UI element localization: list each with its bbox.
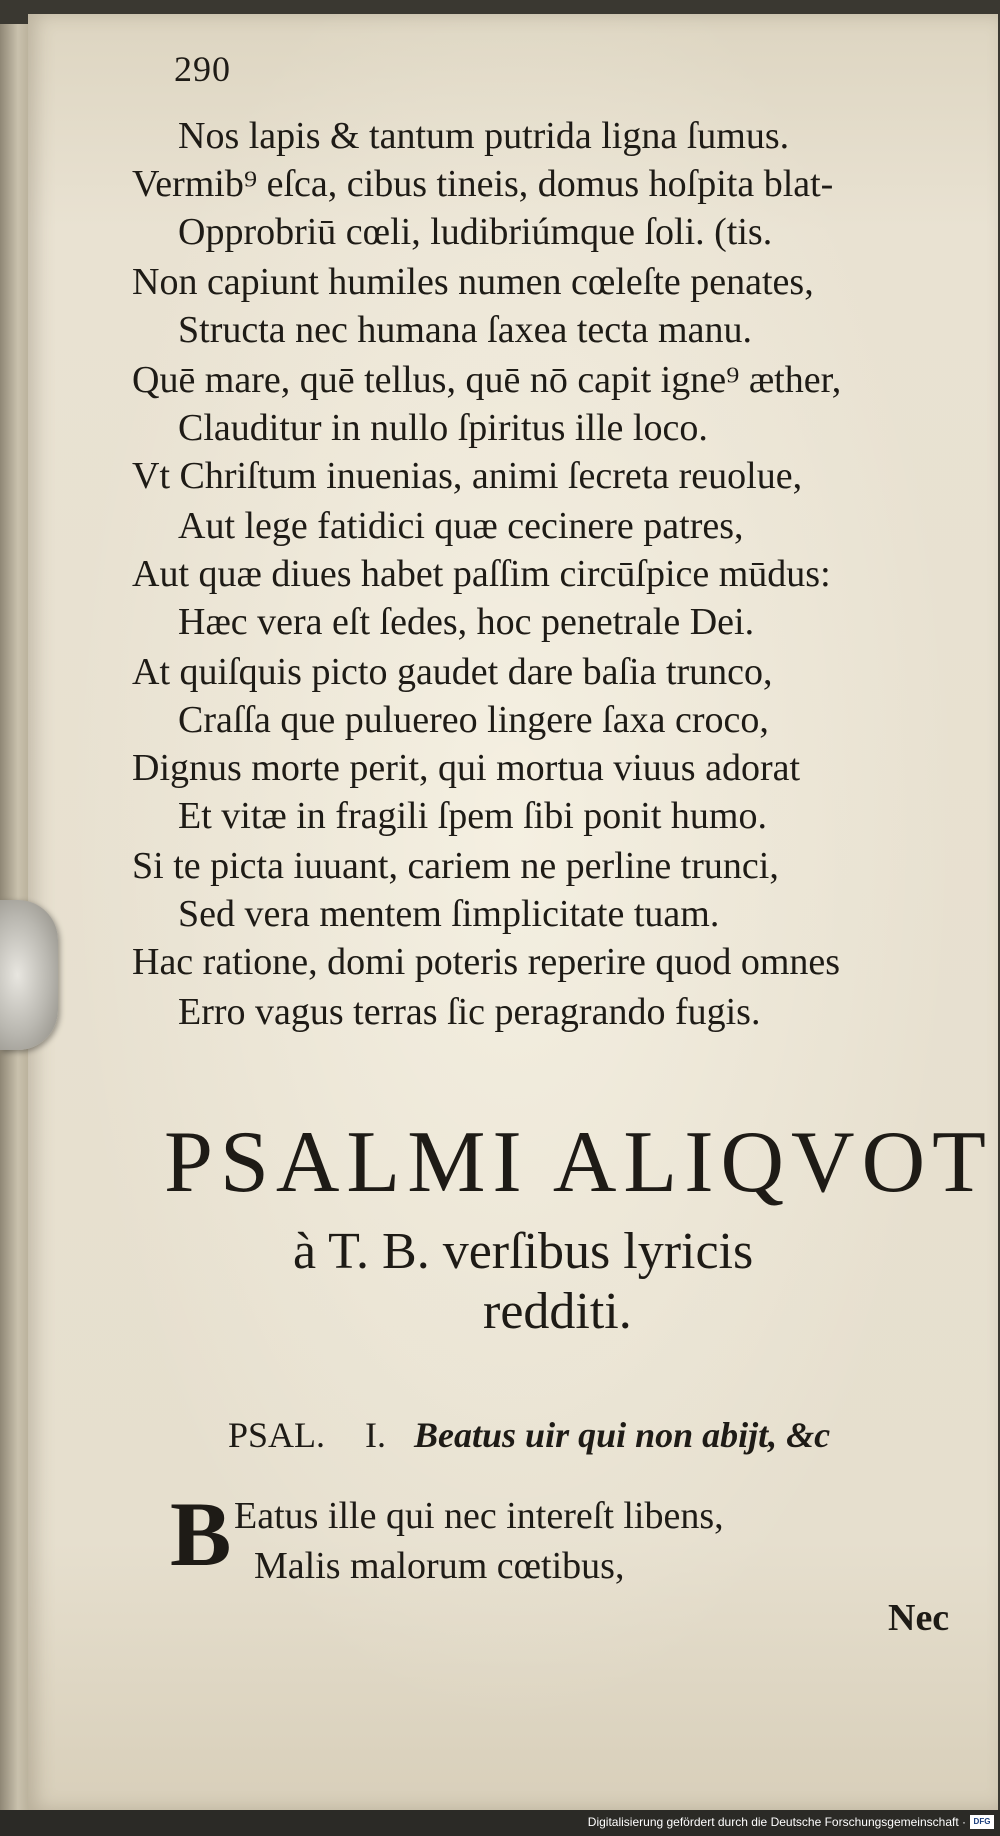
- poem-line: Hac ratione, domi poteris reperire quod omnes: [132, 941, 841, 983]
- psalm-incipit: Beatus uir qui non abijt, &c: [414, 1415, 831, 1455]
- footer-bar: [0, 1810, 1000, 1836]
- poem-line: Structa nec humana ſaxea tecta manu.: [178, 309, 752, 351]
- psalm-number: I.: [365, 1415, 387, 1455]
- funding-credit: Digitalisierung gefördert durch die Deutsche Forschungsgemeinschaft ·: [587, 1815, 966, 1829]
- poem-line: Si te picta iuuant, cariem ne perline trunci,: [132, 845, 779, 887]
- poem-line: Et vitæ in fragili ſpem ſibi ponit humo.: [178, 795, 767, 837]
- poem-line: Nos lapis & tantum putrida ligna ſumus.: [178, 115, 790, 157]
- poem-line: At quiſquis picto gaudet dare baſia trunco,: [132, 651, 773, 693]
- poem-line: Vt Chriſtum inuenias, animi ſecreta reuolue,: [132, 455, 803, 497]
- poem-line: Erro vagus terras ſic peragrando fugis.: [178, 991, 761, 1033]
- drop-cap: B: [170, 1483, 232, 1585]
- section-title-main: PSALMI ALIQVOT: [164, 1114, 993, 1211]
- page-number: 290: [174, 49, 231, 89]
- dfg-logo-icon: DFG: [970, 1815, 994, 1829]
- poem-line: Aut lege fatidici quæ cecinere patres,: [178, 505, 744, 547]
- section-subtitle: à T. B. verſibus lyricis: [293, 1223, 754, 1280]
- psalm-label: PSAL.: [228, 1415, 326, 1455]
- section-subtitle-cont: redditi.: [483, 1283, 632, 1340]
- psalm-heading: [228, 1414, 988, 1456]
- poem-line: Dignus morte perit, qui mortua viuus adorat: [132, 747, 801, 789]
- catchword: Nec: [888, 1597, 950, 1639]
- poem-line: Sed vera mentem ſimplicitate tuam.: [178, 893, 720, 935]
- poem-line: Aut quæ diues habet paſſim circūſpice mūdus:: [132, 553, 831, 595]
- poem-line: Craſſa que puluereo lingere ſaxa croco,: [178, 699, 769, 741]
- book-page: [28, 14, 998, 1810]
- poem-line: Vermib⁹ eſca, cibus tineis, domus hoſpita blat-: [132, 163, 834, 205]
- psalm-line: Malis malorum cœtibus,: [254, 1545, 625, 1587]
- psalm-line: Eatus ille qui nec intereſt libens,: [234, 1495, 724, 1537]
- poem-line: Clauditur in nullo ſpiritus ille loco.: [178, 407, 708, 449]
- poem-line: Hæc vera eſt ſedes, hoc penetrale Dei.: [178, 601, 755, 643]
- page-clip: [0, 900, 58, 1050]
- poem-line: Non capiunt humiles numen cœleſte penates,: [132, 261, 814, 303]
- poem-line: Opprobriū cœli, ludibriúmque ſoli. (tis.: [178, 211, 773, 253]
- poem-line: Quē mare, quē tellus, quē nō capit igne⁹ æther,: [132, 359, 842, 401]
